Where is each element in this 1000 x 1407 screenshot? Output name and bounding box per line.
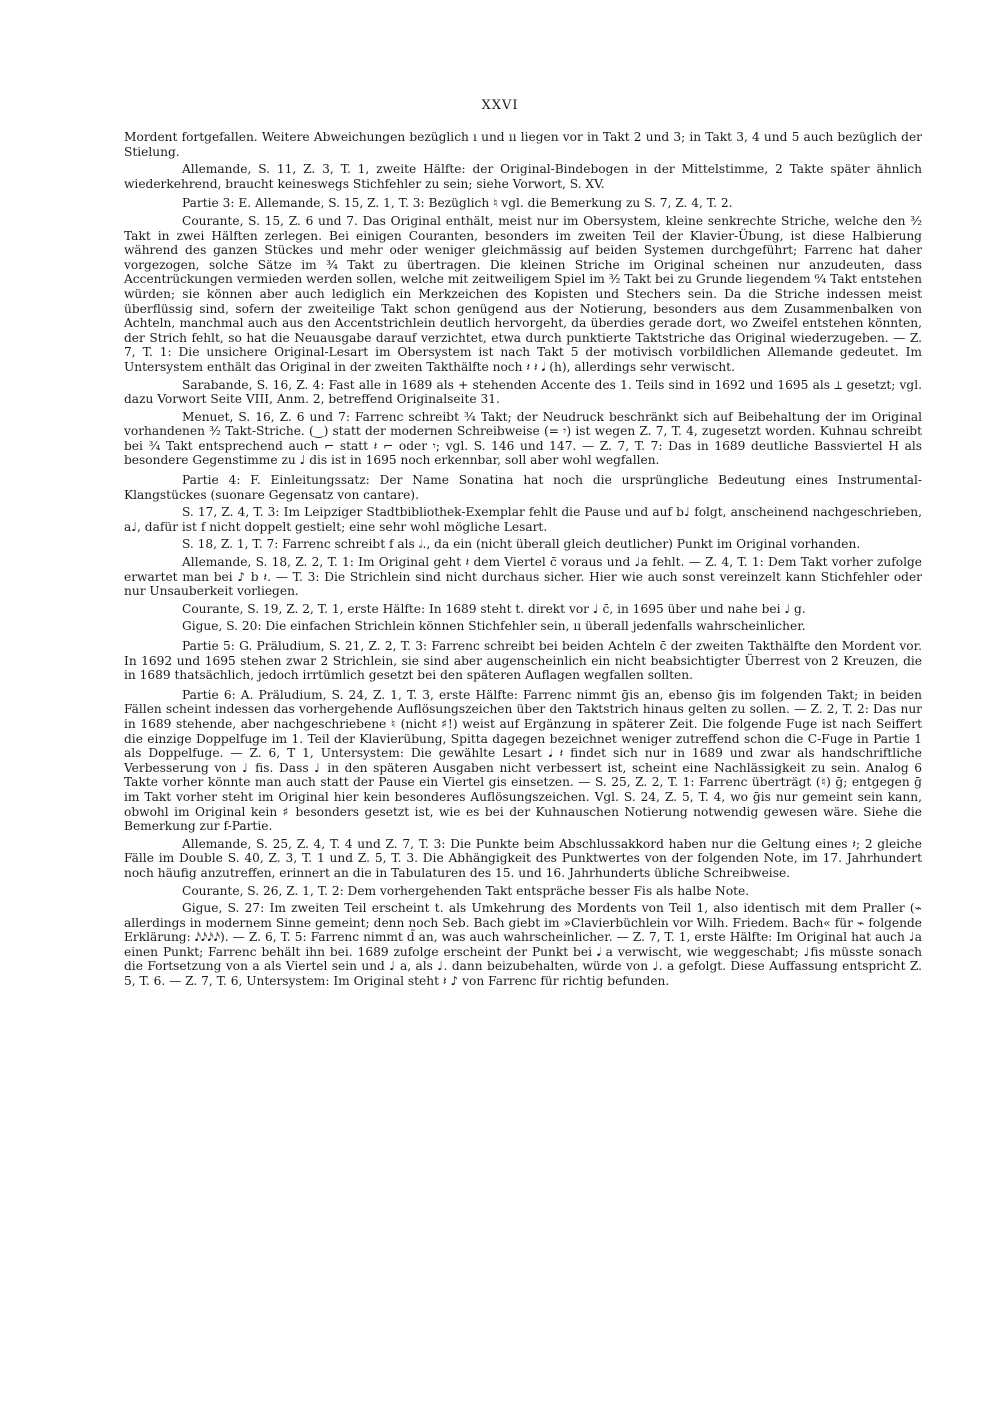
paragraph: Courante, S. 19, Z. 2, T. 1, erste Hälfte: In 1689 steht t. direkt vor ♩ c̄, in 1695 über und nahe bei ♩ g.: [182, 601, 806, 616]
paragraph: Courante, S. 15, Z. 6 und 7. Das Original enthält, meist nur im Obersystem, kleine senkrechte Striche, welche den ³⁄₂ Takt in zwei Hälften zerlegen. Bei einigen Couranten, besonders im zweiten Teil der Klavier-Übung, ist diese Halbierung während des ganzen Stückes und mehr oder weniger gleichmässig auf beiden Systemen durchgeführt; Farrenc hat daher vorgezogen, solche Sätze im ³⁄₄ Takt zu übertragen. Die kleinen Striche im Original scheinen nur anzudeuten, dass Accentrückungen vermieden werden sollen, welche mit zeitweiligem Spiel im ³⁄₂ Takt bei zu Grunde liegendem ⁶⁄₄ Takt entstehen würden; sie können aber auch lediglich ein Merkzeichen des Kopisten und Stechers sein. Da die Striche indessen meist überflüssig sind, sofern der zweiteilige Takt schon genügend aus der Notierung, besonders aus dem Zusammenbalken von Achteln, manchmal auch aus den Accentstrichlein deutlich hervorgeht, da überdies gerade dort, wo Zweifel entstehen könnten, der Strich fehlt, so hat die Neuausgabe darauf verzichtet, etwa durch punktierte Taktstriche das Original wiederzugeben. — Z. 7, T. 1: Die unsichere Original-Lesart im Obersystem ist nach Takt 5 der motivisch vorbildlichen Allemande gedeutet. Im Untersystem enthält das Original in der zweiten Takthälfte noch 𝄽 𝄽 𝅘𝅥 (h), allerdings sehr verwischt.: [124, 213, 922, 374]
paragraph: Gigue, S. 27: Im zweiten Teil erscheint t. als Umkehrung des Mordents von Teil 1, also identisch mit dem Praller (⌁ allerdings in modernem Sinne gemeint; denn noch Seb. Bach giebt im »Clavierbüchlein vor Wilh. Friedem. Bach« für ⌁ folgende Erklärung: 𝅘𝅥𝅯𝅘𝅥𝅯𝅘𝅥𝅯𝅘𝅥𝅯). — Z. 6, T. 5: Farrenc nimmt d̄ an, was auch wahrscheinlicher. — Z. 7, T. 1, erste Hälfte: Im Original hat auch ♩a einen Punkt; Farrenc behält ihn bei. 1689 zufolge erscheint der Punkt bei 𝅘𝅥 a verwischt, wie weggeschabt; ♩fis müsste sonach die Fortsetzung von a als Viertel sein und ♩ a, als ♩. dann beizubehalten, würde von ♩. a gefolgt. Diese Auffassung entspricht Z. 5, T. 6. — Z. 7, T. 6, Untersystem: Im Original steht 𝄽 ♪ von Farrenc für richtig befunden.: [124, 901, 922, 989]
paragraph-partie-3: Partie 3: E. Allemande, S. 15, Z. 1, T. 3: Bezüglich ♮ vgl. die Bemerkung zu S. 7, Z. 4, T. 2.: [182, 196, 733, 211]
paragraph: Menuet, S. 16, Z. 6 und 7: Farrenc schreibt ³⁄₄ Takt; der Neudruck beschränkt sich auf Beibehaltung der im Original vorhandenen ³⁄₂ Takt-Striche. (‿) statt der modernen Schreibweise (= 𝄾) ist wegen Z. 7, T. 4, zugesetzt worden. Kuhnau schreibt bei ³⁄₄ Takt entsprechend auch ⌐ statt 𝄽 ⌐ oder 𝄾; vgl. S. 146 und 147. — Z. 7, T. 7: Das in 1689 deutliche Bassviertel H als besondere Gegenstimme zu ♩ dis ist in 1695 noch erkennbar, soll aber wohl wegfallen.: [124, 409, 922, 468]
paragraph: S. 18, Z. 1, T. 7: Farrenc schreibt f als 𝅗𝅥., da ein (nicht überall gleich deutlicher) Punkt im Original vorhanden.: [182, 537, 861, 552]
paragraph: Allemande, S. 25, Z. 4, T. 4 und Z. 7, T. 3: Die Punkte beim Abschlussakkord haben nur die Geltung eines 𝄽; 2 gleiche Fälle im Double S. 40, Z. 3, T. 1 und Z. 5, T. 3. Die Abhängigkeit des Punktwertes von der folgenden Note, im 17. Jahrhundert noch häufig anzutreffen, erinnert an die in Tabulaturen des 15. und 16. Jahrhunderts übliche Schreibweise.: [124, 836, 922, 880]
paragraph: Allemande, S. 18, Z. 2, T. 1: Im Original geht 𝄽 dem Viertel c̄ voraus und ♩a fehlt. — Z. 4, T. 1: Dem Takt vorher zufolge erwartet man bei ♪ b 𝄽. — T. 3: Die Strichlein sind nicht durchaus sicher. Hier wie auch sonst vereinzelt kann Stichfehler oder nur Unsauberkeit vorliegen.: [124, 555, 922, 599]
paragraph: Allemande, S. 11, Z. 3, T. 1, zweite Hälfte: der Original-Bindebogen in der Mittelstimme, 2 Takte später ähnlich wiederkehrend, braucht keineswegs Stichfehler zu sein; siehe Vorwort, S. XV.: [124, 162, 922, 191]
page-number: XXVI: [481, 98, 519, 113]
paragraph: Sarabande, S. 16, Z. 4: Fast alle in 1689 als + stehenden Accente des 1. Teils sind in 1692 und 1695 als ⟂ gesetzt; vgl. dazu Vorwort Seite VIII, Anm. 2, betreffend Originalseite 31.: [124, 377, 922, 407]
paragraph: Gigue, S. 20: Die einfachen Strichlein können Stichfehler sein, ıı überall jedenfalls wahrscheinlicher.: [182, 619, 806, 634]
paragraph: S. 17, Z. 4, T. 3: Im Leipziger Stadtbibliothek-Exemplar fehlt die Pause und auf b♩ folgt, anscheinend nachgeschrieben, a♩, dafür ist f nicht doppelt gestielt; eine sehr wohl mögliche Lesart.: [124, 505, 922, 534]
body-text: [124, 130, 922, 992]
paragraph-partie-6: Partie 6: A. Präludium, S. 24, Z. 1, T. 3, erste Hälfte: Farrenc nimmt ḡis an, ebenso ḡis im folgenden Takt; in beiden Fällen scheint indessen das vorhergehende Auflösungszeichen über den Taktstrich hinaus gelten zu sollen. — Z. 2, T. 2: Das nur in 1689 stehende, aber nachgeschriebene ♮ (nicht ♯!) weist auf Ergänzung in späterer Zeit. Die folgende Fuge ist nach Seiffert die einzige Doppelfuge im 1. Teil der Klavierübung, Spitta dagegen bezeichnet weniger zutreffend schon die C-Fuge in Partie 1 als Doppelfuge. — Z. 6, T 1, Untersystem: Die gewählte Lesart 𝅘𝅥 𝄽 findet sich nur in 1689 und zwar als handschriftliche Verbesserung von ♩ fis. Dass ♩ in den späteren Ausgaben nicht verbessert ist, scheint eine Nachlässigkeit zu sein. Analog 6 Takte vorher könnte man auch statt der Pause ein Viertel gis einsetzen. — S. 25, Z. 2, T. 1: Farrenc überträgt (♮) ḡ; entgegen ḡ im Takt vorher steht im Original hier kein besonderes Auflösungszeichen. Vgl. S. 24, Z. 5, T. 4, wo ḡis nur gemeint sein kann, obwohl im Original kein ♯ besonders gesetzt ist, wie es bei der Kuhnauschen Notierung notwendig gewesen wäre. Siehe die Bemerkung zur f-Partie.: [124, 687, 922, 834]
paragraph-partie-5: Partie 5: G. Präludium, S. 21, Z. 2, T. 3: Farrenc schreibt bei beiden Achteln c̄ der zweiten Takthälfte den Mordent vor. In 1692 und 1695 stehen zwar 2 Strichlein, sie sind aber augenscheinlich ein nicht beabsichtigter Überrest von 2 Kreuzen, die in 1689 thatsächlich, jedoch irrtümlich gesetzt bei den späteren Auflagen wegfallen sollten.: [124, 639, 922, 683]
paragraph: Courante, S. 26, Z. 1, T. 2: Dem vorhergehenden Takt entspräche besser Fis als halbe Note.: [182, 883, 750, 898]
paragraph: Mordent fortgefallen. Weitere Abweichungen bezüglich ı und ıı liegen vor in Takt 2 und 3; in Takt 3, 4 und 5 auch bezüglich der Stielung.: [124, 130, 922, 159]
paragraph-partie-4: Partie 4: F. Einleitungssatz: Der Name Sonatina hat noch die ursprüngliche Bedeutung eines Instrumental-Klangstückes (suonare Gegensatz von cantare).: [124, 473, 922, 502]
